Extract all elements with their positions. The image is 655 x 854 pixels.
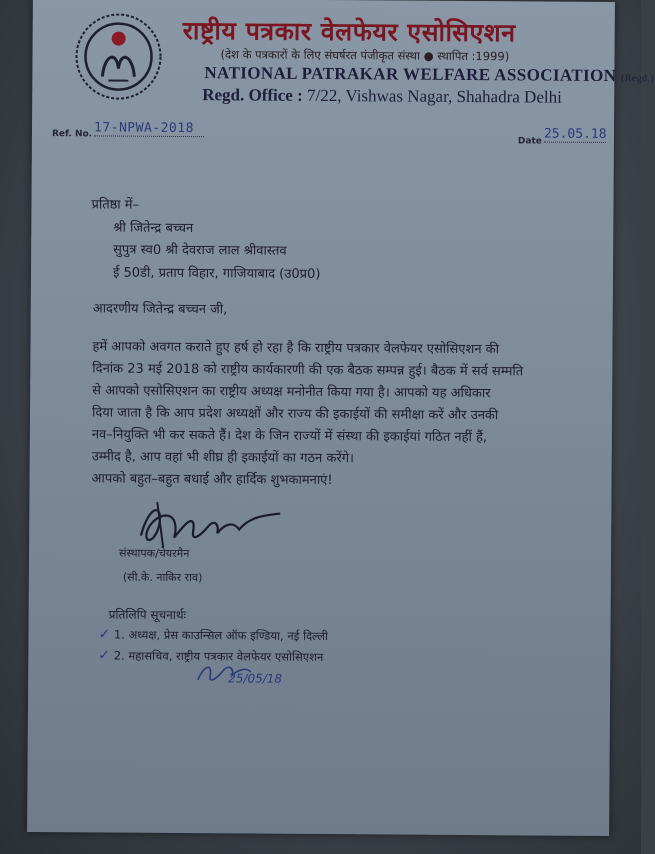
body-line: हमें आपको अवगत कराते हुए हर्ष हो रहा है कि राष्ट्रीय पत्रकार वेलफेयर एसोसिएशन की xyxy=(92,339,500,358)
copy-to-heading: प्रतिलिपि सूचनार्थः xyxy=(108,607,187,623)
signatory-title: संस्थापक/चेयरमैन xyxy=(118,546,190,561)
body-line: उम्मीद है, आप वहां भी शीघ्र ही इकाईयों का गठन करेंगे। xyxy=(91,449,355,467)
association-logo xyxy=(72,10,165,103)
ref-no-label: Ref. No. xyxy=(51,129,93,140)
copy-to-item xyxy=(98,626,328,644)
letter-page xyxy=(27,0,655,836)
recipient-address: ई 50डी, प्रताप विहार, गाजियाबाद (उ0प्र0) xyxy=(112,265,321,282)
office-address: 7/22, Vishwas Nagar, Shahadra Delhi xyxy=(306,85,562,107)
body-line: नव–नियुक्ति भी कर सकते हैं। देश के जिन राज्यों में संस्था की इकाईयां गठित नहीं हैं, xyxy=(91,427,488,446)
body-line: दिया जाता है कि आप प्रदेश अध्यक्षों और राज्य की इकाईयों की समीक्षा करें और उनकी xyxy=(91,405,499,424)
check-mark-icon: ✓ xyxy=(98,647,111,664)
date-label: Date xyxy=(517,136,542,147)
salutation: आदरणीय जितेन्द्र बच्चन जी, xyxy=(92,301,228,318)
letterhead-hindi-name: राष्ट्रीय पत्रकार वेलफेयर एसोसिएशन xyxy=(182,16,516,48)
check-mark-icon: ✓ xyxy=(98,626,111,643)
letterhead-tagline: (देश के पत्रकारों के लिए संघर्षरत पंजीकृत संस्था ● स्थापित :1999) xyxy=(220,47,510,64)
date-value: 25.05.18 xyxy=(543,126,607,142)
english-name-text: NATIONAL PATRAKAR WELFARE ASSOCIATION xyxy=(204,63,617,86)
copy-to-item-text: 2. महासचिव, राष्ट्रीय पत्रकार वेलफेयर एसोसिएशन xyxy=(113,648,324,665)
recipient-parent: सुपुत्र स्व0 श्री देवराज लाल श्रीवास्तव xyxy=(113,242,287,259)
body-line: दिनांक 23 मई 2018 को राष्ट्रीय कार्यकारणी की एक बैठक सम्पन्न हुई। बैठक में सर्व सम्मति xyxy=(92,361,524,380)
letterhead-english-name xyxy=(204,63,654,86)
copy-to-item-text: 1. अध्यक्ष, प्रेस काउन्सिल ऑफ इण्डिया, नई दिल्ली xyxy=(113,627,329,644)
body-line: आपको बहुत–बहुत बधाई और हार्दिक शुभकामनाएं! xyxy=(91,471,333,489)
recipient-name: श्री जितेन्द्र बच्चन xyxy=(113,220,194,237)
body-line: से आपको एसोसिएशन का राष्ट्रीय अध्यक्ष मनोनीत किया गया है। आपको यह अधिकार xyxy=(92,383,491,402)
ref-no-value: 17-NPWA-2018 xyxy=(94,120,204,137)
recipient-heading: प्रतिष्ठा में– xyxy=(91,197,140,213)
signatory-name: (सी.के. नाकिर राव) xyxy=(122,570,203,585)
regd-mark: (Regd.) xyxy=(621,73,655,85)
office-label: Regd. Office : xyxy=(202,85,303,105)
handwritten-date: 25/05/18 xyxy=(228,671,283,686)
registered-office xyxy=(202,85,562,108)
